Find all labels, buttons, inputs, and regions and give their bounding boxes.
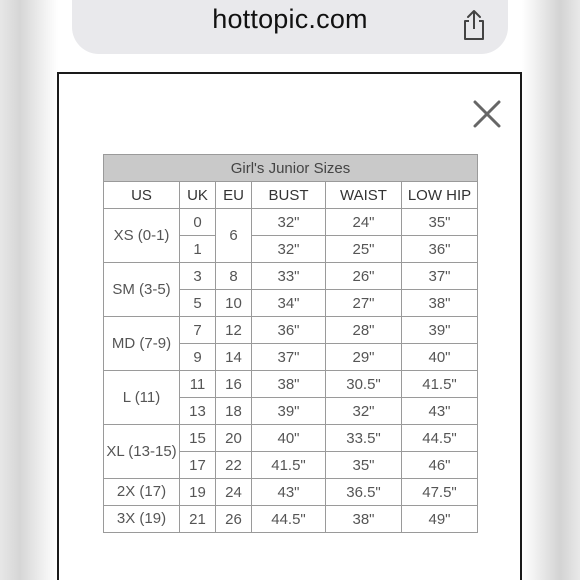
column-header: EU (216, 182, 252, 209)
uk-size-cell: 5 (180, 290, 216, 317)
close-button[interactable] (469, 96, 505, 132)
bust-cell: 37" (252, 344, 326, 371)
column-header: WAIST (326, 182, 402, 209)
waist-cell: 25" (326, 236, 402, 263)
size-chart-table (103, 154, 478, 533)
low-hip-cell: 38" (402, 290, 478, 317)
low-hip-cell: 36" (402, 236, 478, 263)
table-row (104, 263, 478, 290)
uk-size-cell: 7 (180, 317, 216, 344)
bust-cell: 41.5" (252, 452, 326, 479)
bust-cell: 34" (252, 290, 326, 317)
bust-cell: 33" (252, 263, 326, 290)
share-button[interactable] (458, 8, 490, 42)
bust-cell: 44.5" (252, 506, 326, 533)
eu-size-cell: 14 (216, 344, 252, 371)
table-row (104, 371, 478, 398)
eu-size-cell: 16 (216, 371, 252, 398)
uk-size-cell: 3 (180, 263, 216, 290)
table-row (104, 317, 478, 344)
eu-size-cell: 18 (216, 398, 252, 425)
low-hip-cell: 41.5" (402, 371, 478, 398)
share-icon (458, 8, 490, 42)
bust-cell: 40" (252, 425, 326, 452)
eu-size-cell: 24 (216, 479, 252, 506)
waist-cell: 35" (326, 452, 402, 479)
us-size-cell: L (11) (104, 371, 180, 425)
table-title: Girl's Junior Sizes (104, 155, 478, 182)
low-hip-cell: 39" (402, 317, 478, 344)
uk-size-cell: 0 (180, 209, 216, 236)
close-icon (469, 96, 505, 132)
waist-cell: 28" (326, 317, 402, 344)
table-row (104, 479, 478, 506)
address-bar[interactable] (72, 0, 508, 54)
uk-size-cell: 15 (180, 425, 216, 452)
table-row (104, 425, 478, 452)
eu-size-cell: 6 (216, 209, 252, 263)
eu-size-cell: 8 (216, 263, 252, 290)
low-hip-cell: 49" (402, 506, 478, 533)
waist-cell: 27" (326, 290, 402, 317)
bust-cell: 39" (252, 398, 326, 425)
uk-size-cell: 19 (180, 479, 216, 506)
us-size-cell: MD (7-9) (104, 317, 180, 371)
low-hip-cell: 40" (402, 344, 478, 371)
uk-size-cell: 1 (180, 236, 216, 263)
waist-cell: 32" (326, 398, 402, 425)
url-text[interactable]: hottopic.com (212, 4, 368, 34)
table-row (104, 506, 478, 533)
table-row (104, 209, 478, 236)
waist-cell: 30.5" (326, 371, 402, 398)
uk-size-cell: 13 (180, 398, 216, 425)
waist-cell: 33.5" (326, 425, 402, 452)
eu-size-cell: 12 (216, 317, 252, 344)
bust-cell: 38" (252, 371, 326, 398)
us-size-cell: SM (3-5) (104, 263, 180, 317)
column-header: US (104, 182, 180, 209)
bust-cell: 43" (252, 479, 326, 506)
bust-cell: 32" (252, 236, 326, 263)
low-hip-cell: 46" (402, 452, 478, 479)
us-size-cell: 3X (19) (104, 506, 180, 533)
size-chart-modal (57, 72, 522, 580)
uk-size-cell: 11 (180, 371, 216, 398)
low-hip-cell: 43" (402, 398, 478, 425)
bust-cell: 32" (252, 209, 326, 236)
us-size-cell: 2X (17) (104, 479, 180, 506)
low-hip-cell: 47.5" (402, 479, 478, 506)
waist-cell: 26" (326, 263, 402, 290)
low-hip-cell: 44.5" (402, 425, 478, 452)
uk-size-cell: 21 (180, 506, 216, 533)
column-header: LOW HIP (402, 182, 478, 209)
eu-size-cell: 26 (216, 506, 252, 533)
waist-cell: 24" (326, 209, 402, 236)
eu-size-cell: 10 (216, 290, 252, 317)
uk-size-cell: 17 (180, 452, 216, 479)
waist-cell: 29" (326, 344, 402, 371)
waist-cell: 38" (326, 506, 402, 533)
eu-size-cell: 20 (216, 425, 252, 452)
us-size-cell: XS (0-1) (104, 209, 180, 263)
column-header: BUST (252, 182, 326, 209)
eu-size-cell: 22 (216, 452, 252, 479)
uk-size-cell: 9 (180, 344, 216, 371)
bust-cell: 36" (252, 317, 326, 344)
low-hip-cell: 35" (402, 209, 478, 236)
low-hip-cell: 37" (402, 263, 478, 290)
us-size-cell: XL (13-15) (104, 425, 180, 479)
waist-cell: 36.5" (326, 479, 402, 506)
column-header: UK (180, 182, 216, 209)
